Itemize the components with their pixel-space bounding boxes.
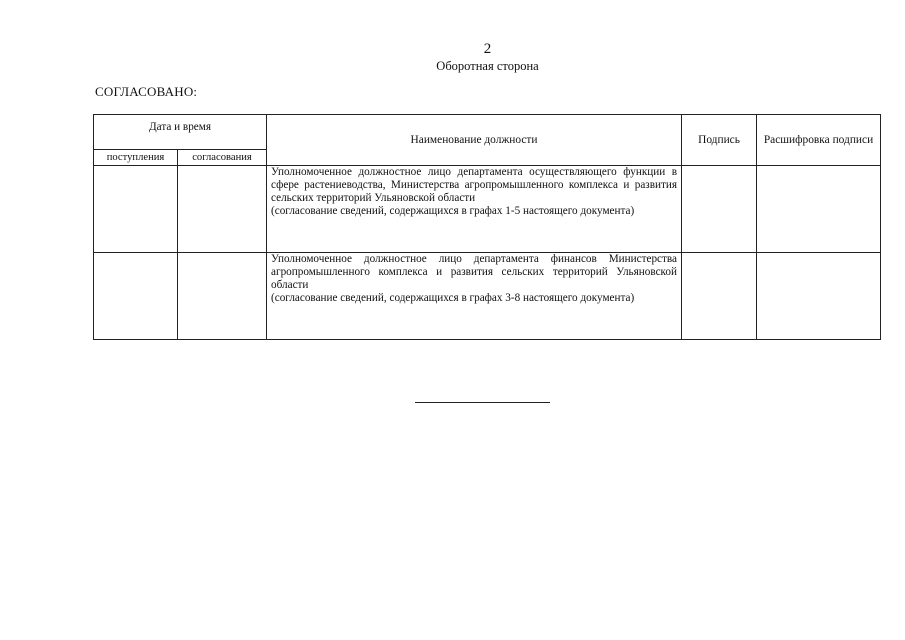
decoding-cell[interactable] xyxy=(757,253,881,340)
table-row xyxy=(94,253,881,340)
received-header: поступления xyxy=(94,150,178,166)
approval-label: СОГЛАСОВАНО: xyxy=(95,84,198,99)
page-number: 2 xyxy=(483,41,492,57)
agreed-cell[interactable] xyxy=(178,253,267,340)
position-text: Уполномоченное должностное лицо департамента осуществляющего функции в сфере растениеводства, Министерства агропромышленного комплекса и развития сельских территорий Ульяновской области xyxy=(271,166,678,204)
decoding-header: Расшифровка подписи xyxy=(757,115,881,166)
position-note: (согласование сведений, содержащихся в графах 1-5 настоящего документа) xyxy=(271,205,635,217)
position-text: Уполномоченное должностное лицо департамента финансов Министерства агропромышленного комплекса и развития сельских территорий Ульяновской области xyxy=(271,253,678,291)
signature-header: Подпись xyxy=(682,115,757,166)
position-cell xyxy=(267,253,682,340)
position-note: (согласование сведений, содержащихся в графах 3-8 настоящего документа) xyxy=(271,292,635,304)
agreed-header: согласования xyxy=(178,150,267,166)
agreed-cell[interactable] xyxy=(178,166,267,253)
approval-table xyxy=(93,114,881,340)
table-row xyxy=(94,166,881,253)
signature-cell[interactable] xyxy=(682,166,757,253)
received-cell[interactable] xyxy=(94,166,178,253)
position-header: Наименование должности xyxy=(267,115,682,166)
decoding-cell[interactable] xyxy=(757,166,881,253)
position-cell xyxy=(267,166,682,253)
closing-rule xyxy=(415,402,550,403)
date-time-header: Дата и время xyxy=(94,115,267,150)
received-cell[interactable] xyxy=(94,253,178,340)
signature-cell[interactable] xyxy=(682,253,757,340)
table-header-row xyxy=(94,115,881,150)
page-subtitle: Оборотная сторона xyxy=(436,59,539,73)
